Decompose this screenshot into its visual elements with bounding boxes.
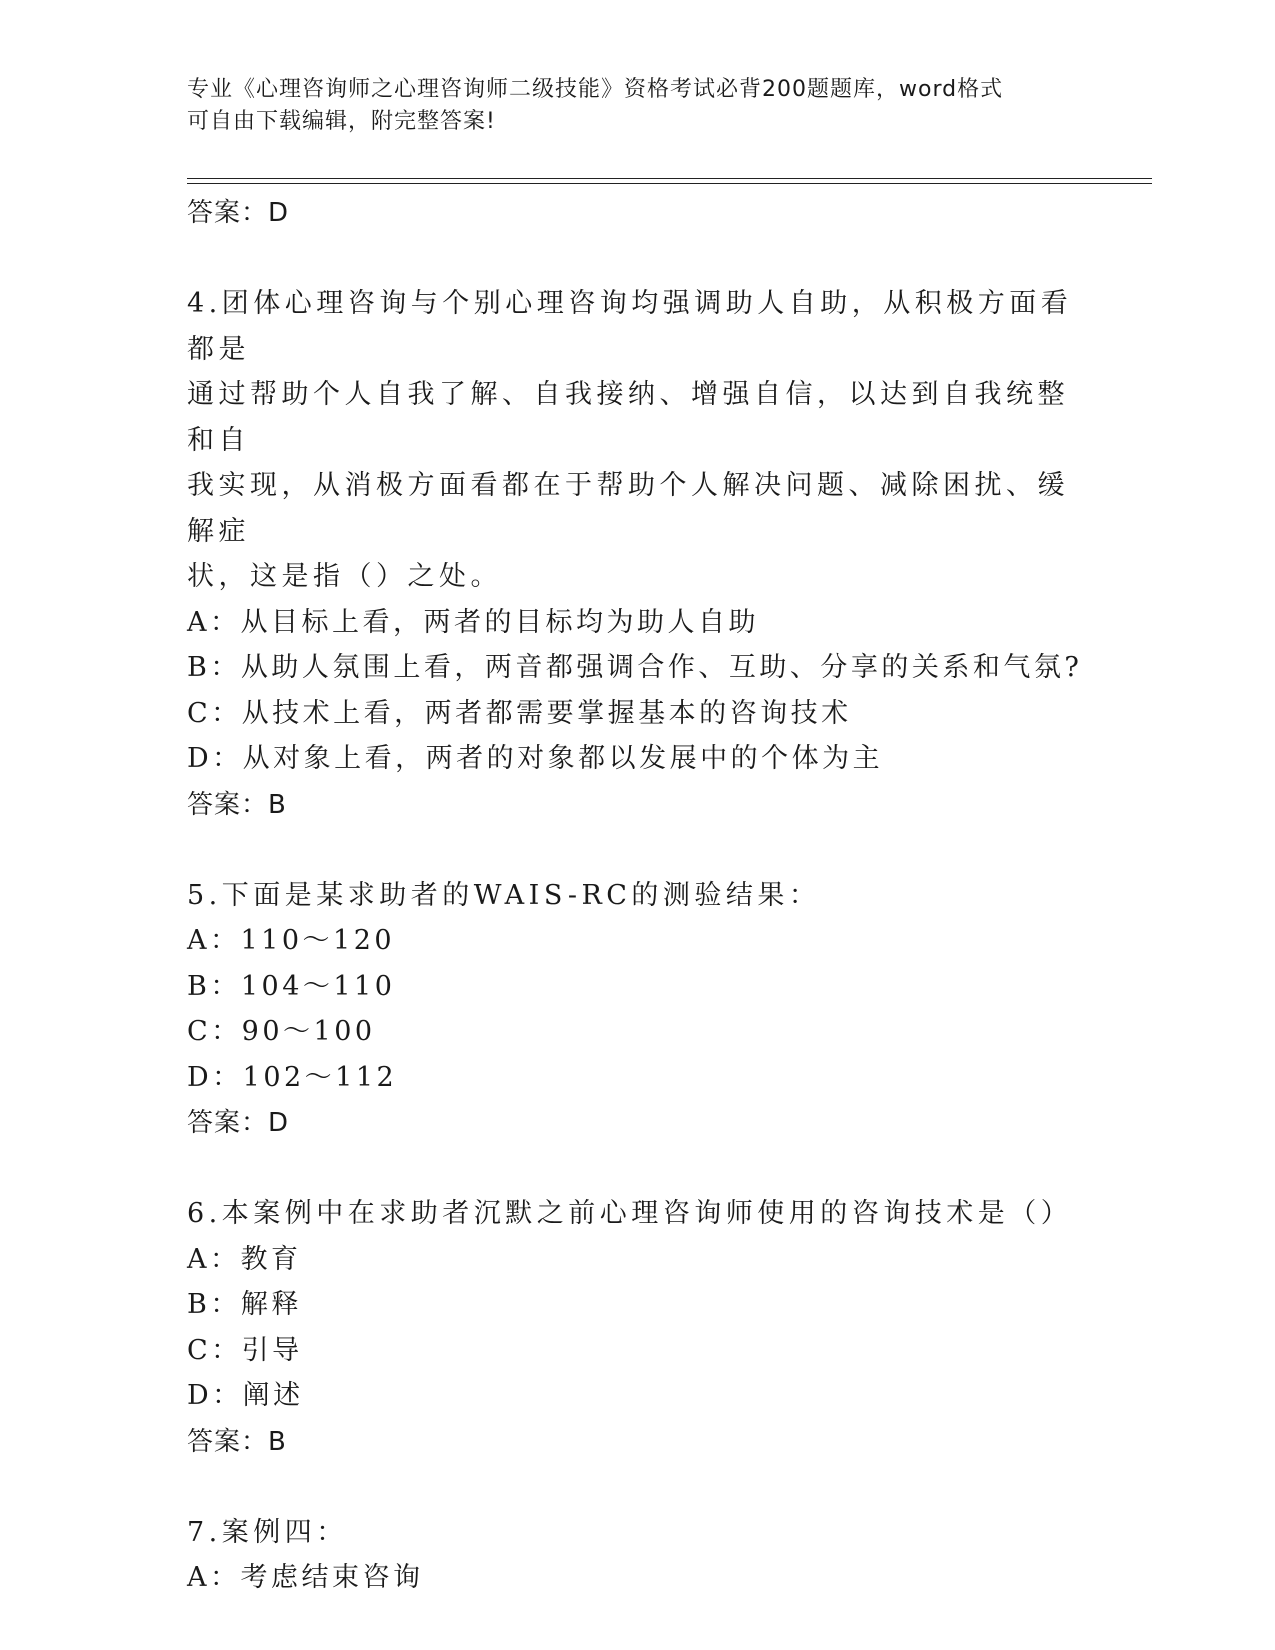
option-b: B：104～110: [187, 970, 396, 1002]
header-rule-bottom: [187, 183, 1152, 184]
answer-q4: 答案：B: [187, 789, 287, 820]
question-text: 5.下面是某求助者的WAIS-RC的测验结果：: [187, 879, 821, 911]
question-6: [187, 1191, 1087, 1465]
question-list: [187, 190, 1087, 1601]
question-text: 6.本案例中在求助者沉默之前心理咨询师使用的咨询技术是（）: [187, 1198, 1073, 1229]
question-text: 通过帮助个人自我了解、自我接纳、增强自信，以达到自我统整和自: [187, 379, 1069, 456]
header-rule-top: [187, 178, 1152, 179]
header-line-2: 可自由下载编辑，附完整答案!: [187, 109, 496, 134]
question-text: 我实现，从消极方面看都在于帮助个人解决问题、减除困扰、缓解症: [187, 470, 1069, 547]
option-a: A：教育: [187, 1243, 302, 1275]
question-text: 状，这是指（）之处。: [187, 561, 502, 592]
option-d: D：102～112: [187, 1061, 398, 1093]
option-c: C：从技术上看，两者都需要掌握基本的咨询技术: [187, 697, 852, 729]
option-b: B：解释: [187, 1289, 302, 1320]
question-5: [187, 873, 1087, 1147]
header-line-1: 专业《心理咨询师之心理咨询师二级技能》资格考试必背200题题库，word格式: [187, 77, 1004, 102]
option-b: B：从助人氛围上看，两音都强调合作、互助、分享的关系和气氛?: [187, 652, 1083, 683]
question-7: [187, 1510, 1087, 1601]
option-c: C：90～100: [187, 1016, 376, 1047]
question-text: 4.团体心理咨询与个别心理咨询均强调助人自助，从积极方面看都是: [187, 288, 1073, 365]
option-d: D：阐述: [187, 1380, 304, 1411]
answer-q6: 答案：B: [187, 1426, 287, 1457]
option-a: A：从目标上看，两者的目标均为助人自助: [187, 606, 759, 638]
question-4: [187, 281, 1087, 828]
option-a: A：考虑结束咨询: [187, 1562, 424, 1593]
option-d: D：从对象上看，两者的对象都以发展中的个体为主: [187, 743, 884, 774]
question-text: 7.案例四：: [187, 1516, 348, 1548]
answer-q3: 答案：D: [187, 198, 290, 228]
page-header: [187, 74, 1067, 138]
answer-q5: 答案：D: [187, 1108, 290, 1138]
option-c: C：引导: [187, 1334, 303, 1366]
option-a: A：110～120: [187, 925, 396, 956]
